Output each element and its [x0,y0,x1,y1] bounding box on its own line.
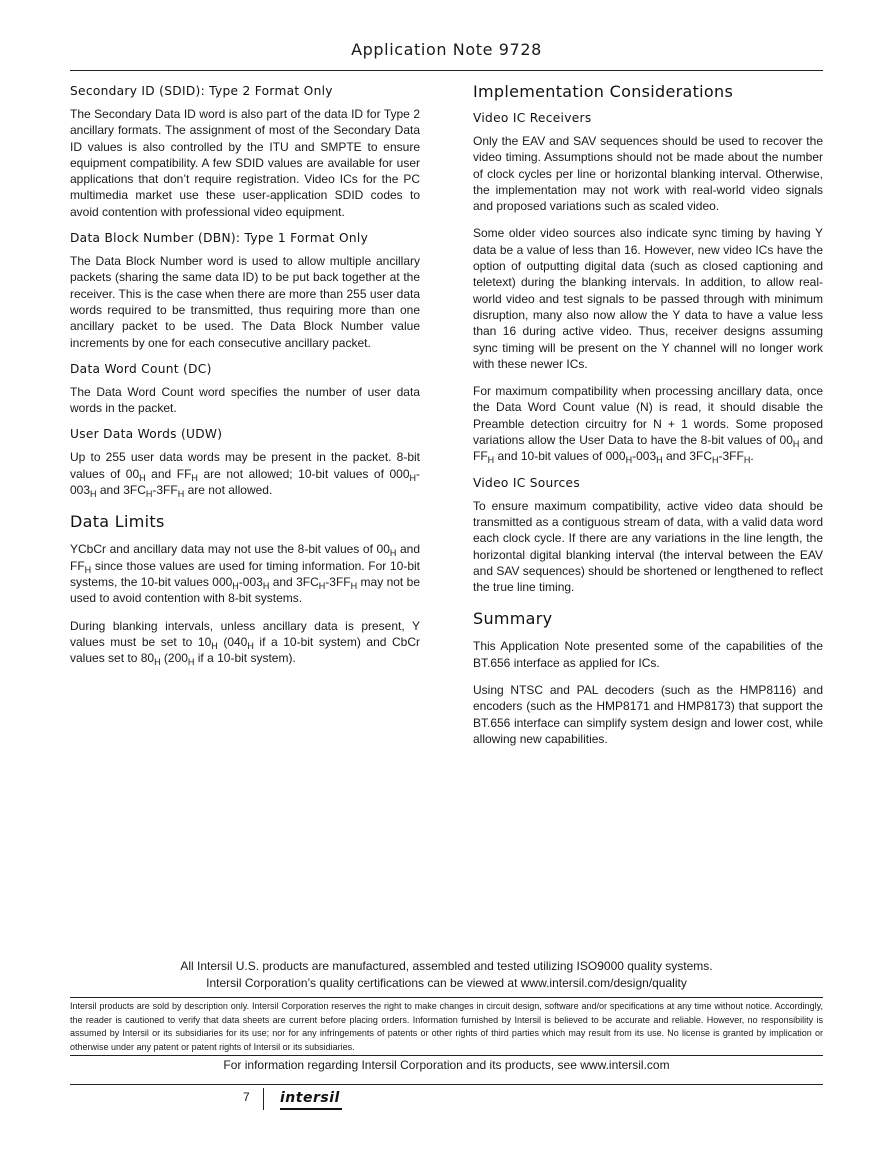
receivers-paragraph-2: Some older video sources also indicate sync timing by having Y data be a value of less than 16. However, new video ICs have the option of outputting digital data (such as closed captioning and teletext) during the blanking intervals. In addition, to allow real-world video and test signals to be passed through with minimum disruption, many also now allow the Y data to have a value less than 16 during active video. Thus, receiver designs assuming sync timing will be present on the Y channel will no longer work with these newer ICs. [473,226,823,371]
sdid-heading: Secondary ID (SDID): Type 2 Format Only [70,84,333,98]
receivers-heading: Video IC Receivers [473,111,592,125]
receivers-paragraph-3: For maximum compatibility when processing ancillary data, once the Data Word Count value (N) is read, it should disable the Preamble detection circuitry for N + 1 words. Some proposed variations allow the User Data to have the 8-bit values of $00_H$ and $FF_H$ and 10-bit values of $000_H-003_H$ and $3FC_H-3FF_H$. [473,384,824,466]
summary-heading: Summary [473,609,553,629]
legal-disclaimer: Intersil products are sold by description only. Intersil Corporation reserves the right to make changes in circuit design, software and/or specifications at any time without notice. Accordingly, the reader is cautioned to verify that data sheets are current before placing orders. Information furnished by Intersil is believed to be accurate and reliable. However, no responsibility is assumed by Intersil or its subsidiaries for its use; nor for any infringements of patents or other rights of third parties which may result from its use. No license is granted by implication or otherwise under any patent or patent rights of Intersil or its subsidiaries. [70,1001,823,1052]
udw-heading: User Data Words (UDW) [70,427,223,442]
dc-paragraph: The Data Word Count word specifies the number of user data words in the packet. [70,384,420,416]
sources-paragraph: To ensure maximum compatibility, active video data should be transmitted as a contiguous stream of data, with a valid data word each clock cycle. If there are any variations in the line length, the horizontal digital blanking interval (the interval between the EAV and SAV sequences) should be shortened or lengthened to reflect the true line timing. [473,498,824,595]
summary-paragraph-1: This Application Note presented some of the capabilities of the BT.656 interface as applied for ICs. [473,639,823,670]
dbn-heading: Data Block Number (DBN): Type 1 Format Only [70,231,369,246]
logo-underline [280,1108,342,1110]
summary-paragraph-2: Using NTSC and PAL decoders (such as the HMP8116) and encoders (such as the HMP8171 and HMP8173) that support the BT.656 interface can simplify system design and lower cost, while allowing new capabilities. [473,683,823,746]
dbn-paragraph: The Data Block Number word is used to allow multiple ancillary packets (sharing the same data ID) to be put back together at the receiver. This is the case when there are more than 255 user data words required to be transmitted, thus requiring more than one ancillary packet to be used. The Data Block Number value increments by one for each consecutive ancillary packet. [70,254,420,350]
footer-rule-bottom [70,1084,823,1085]
page-header-title: Application Note 9728 [351,40,542,59]
data-limits-paragraph-1: YCbCr and ancillary data may not use the 8-bit values of $00_H$ and $FF_H$ since those values are used for timing information. For 10-bit systems, the 10-bit values $000_H-003_H$ and $3FC_H-3FF_H$ may not be used to avoid contention with 8-bit systems. [70,542,421,606]
footer-rule-top [70,997,823,998]
footer-divider [263,1088,264,1110]
page-number: 7 [243,1090,250,1104]
implementation-heading: Implementation Considerations [473,82,734,101]
header-rule [70,70,823,71]
quality-line-2: Intersil Corporation’s quality certifications can be viewed at www.intersil.com/design/quality [206,976,687,990]
intersil-logo: intersil [280,1090,340,1106]
data-limits-heading: Data Limits [70,512,165,532]
left-column [70,82,420,677]
dc-heading: Data Word Count (DC) [70,361,212,376]
receivers-paragraph-1: Only the EAV and SAV sequences should be used to recover the video timing. Assumptions should not be made about the number of clock cycles per line or horizontal blanking interval. Otherwise, the implementation may not work with real-world video signals and proposed variations such as scaled video. [473,134,823,214]
data-limits-paragraph-2: During blanking intervals, unless ancillary data is present, Y values must be set to $10_H$ ($040_H$ if a 10-bit system) and CbCr values set to $80_H$ ($200_H$ if a 10-bit system). [70,618,421,668]
sdid-paragraph: The Secondary Data ID word is also part of the data ID for Type 2 ancillary formats. The assignment of most of the Secondary Data ID values is also controlled by the ITU and SMPTE to ensure equipment compatibility. A few SDID values are available for user applications that don’t require registration. Video ICs for the PC multimedia market use these user-application SDID codes to avoid contention with professional video equipment. [70,107,420,219]
contact-line: For information regarding Intersil Corporation and its products, see www.intersil.com [223,1058,670,1072]
right-column [473,82,823,758]
quality-statement [0,958,893,992]
udw-paragraph: Up to 255 user data words may be present in the packet. 8-bit values of $00_H$ and $FF_H$ are not allowed; 10-bit values of $000_H-003_H$ and $3FC_H-3FF_H$ are not allowed. [70,450,421,500]
sources-heading: Video IC Sources [473,475,581,490]
footer-rule-middle [70,1055,823,1056]
quality-line-1: All Intersil U.S. products are manufactured, assembled and tested utilizing ISO9000 quality systems. [180,959,713,973]
